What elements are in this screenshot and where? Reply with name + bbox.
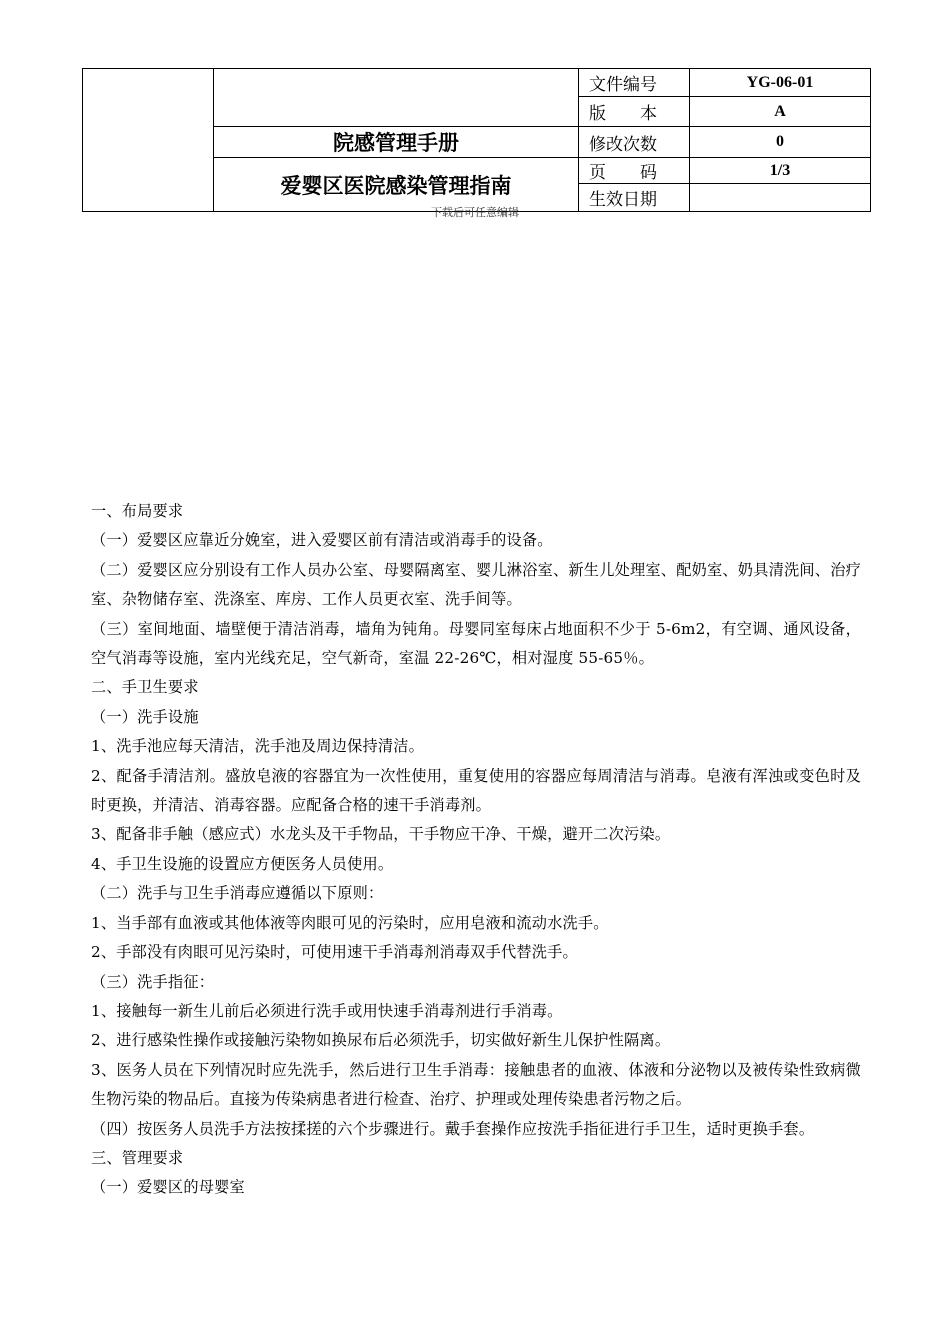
paragraph: 1、当手部有血液或其他体液等肉眼可见的污染时，应用皂液和流动水洗手。 — [91, 913, 609, 932]
paragraph: 4、手卫生设施的设置应方便医务人员使用。 — [91, 854, 394, 873]
field-value-page: 1/3 — [690, 158, 871, 184]
paragraph: （一）爱婴区的母婴室 — [91, 1178, 245, 1197]
document-title: 爱婴区医院感染管理指南 — [214, 158, 579, 212]
document-body — [91, 497, 861, 1203]
field-value-file-number: YG-06-01 — [690, 69, 871, 97]
paragraph: 二、手卫生要求 — [91, 678, 199, 697]
manual-title: 院感管理手册 — [214, 127, 579, 158]
field-label-page: 页 码 — [579, 158, 690, 184]
field-label-revision: 修改次数 — [579, 127, 690, 158]
paragraph: 1、接触每一新生儿前后必须进行洗手或用快速手消毒剂进行手消毒。 — [91, 1001, 563, 1020]
paragraph: 3、医务人员在下列情况时应先洗手，然后进行卫生手消毒：接触患者的血液、体液和分泌物以及被传染性致病微生物污染的物品后。直接为传染病患者进行检查、治疗、护理或处理传染患者污物之后。 — [91, 1060, 861, 1109]
paragraph: （四）按医务人员洗手方法按揉搓的六个步骤进行。戴手套操作应按洗手指征进行手卫生，适时更换手套。 — [91, 1119, 815, 1138]
paragraph: 三、管理要求 — [91, 1148, 184, 1167]
header-blank-cell — [214, 69, 579, 127]
edit-note: 下载后可任意编辑 — [431, 206, 519, 219]
field-label-effective-date: 生效日期 — [579, 184, 690, 212]
paragraph: （一）洗手设施 — [91, 707, 199, 726]
paragraph: （三）室间地面、墙壁便于清洁消毒，墙角为钝角。母婴同室每床占地面积不少于 5-6m2，有空调、通风设备，空气消毒等设施，室内光线充足，空气新奇，室温 22-26℃，相对湿度 55-65％。 — [91, 619, 861, 668]
paragraph: （三）洗手指征： — [91, 972, 215, 991]
field-value-version: A — [690, 97, 871, 127]
field-label-version: 版 本 — [579, 97, 690, 127]
paragraph: （二）爱婴区应分别设有工作人员办公室、母婴隔离室、婴儿淋浴室、新生儿处理室、配奶室、奶具清洗间、治疗室、杂物储存室、洗涤室、库房、工作人员更衣室、洗手间等。 — [91, 560, 861, 609]
document-header-table — [82, 68, 871, 212]
paragraph: 2、配备手清洁剂。盛放皂液的容器宜为一次性使用，重复使用的容器应每周清洁与消毒。皂液有浑浊或变色时及时更换，并清洁、消毒容器。应配备合格的速干手消毒剂。 — [91, 766, 861, 815]
field-value-revision: 0 — [690, 127, 871, 158]
paragraph: （二）洗手与卫生手消毒应遵循以下原则： — [91, 884, 384, 903]
field-label-file-number: 文件编号 — [579, 69, 690, 97]
logo-cell — [83, 69, 214, 212]
paragraph: 3、配备非手触（感应式）水龙头及干手物品，干手物应干净、干燥，避开二次污染。 — [91, 825, 671, 844]
paragraph: （一）爱婴区应靠近分娩室，进入爱婴区前有清洁或消毒手的设备。 — [91, 531, 553, 550]
paragraph: 一、布局要求 — [91, 502, 184, 520]
paragraph: 2、进行感染性操作或接触污染物如换尿布后必须洗手，切实做好新生儿保护性隔离。 — [91, 1031, 671, 1050]
paragraph: 1、洗手池应每天清洁，洗手池及周边保持清洁。 — [91, 737, 425, 756]
paragraph: 2、手部没有肉眼可见污染时，可使用速干手消毒剂消毒双手代替洗手。 — [91, 943, 578, 962]
